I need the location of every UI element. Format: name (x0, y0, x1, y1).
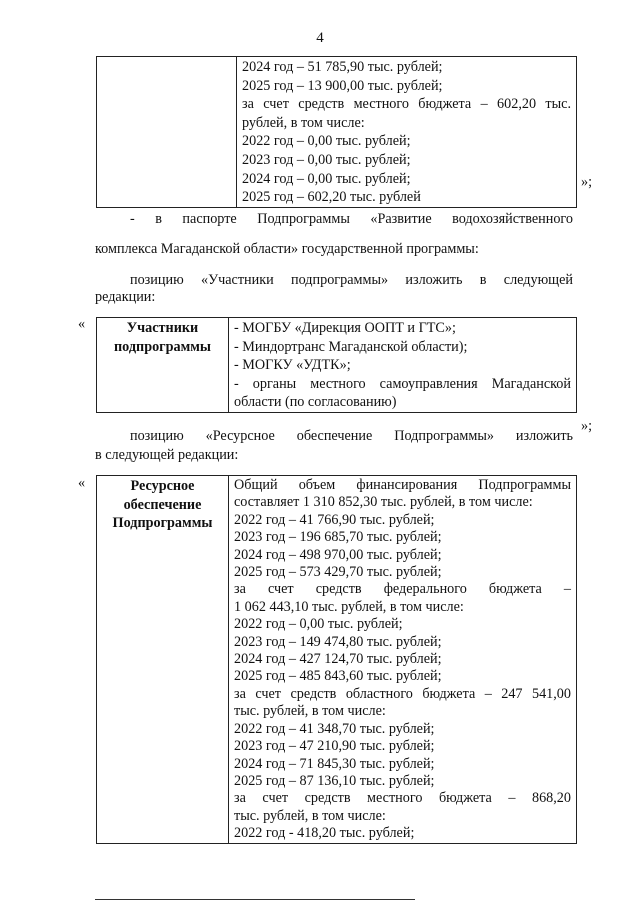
text-line: тыс. рублей, в том числе: (234, 703, 386, 720)
funding-continuation-cell (237, 57, 577, 208)
text-line: Общий объем финансирования Подпрограммы (234, 477, 571, 493)
text-line: за счет средств федерального бюджета – (234, 581, 571, 598)
text-line: за счет средств областного бюджета – 247 541,00 (234, 685, 571, 702)
text-line: 2024 год – 0,00 тыс. рублей; (242, 170, 411, 187)
heading-line: подпрограммы (113, 338, 212, 355)
text-line: 2023 год – 196 685,70 тыс. рублей; (234, 529, 442, 546)
text-line: тыс. рублей, в том числе: (234, 807, 386, 824)
empty-heading-cell (97, 57, 237, 208)
participants-table (96, 317, 577, 413)
text-line: 2025 год – 602,20 тыс. рублей (242, 189, 421, 206)
text-line: 2023 год – 0,00 тыс. рублей; (242, 151, 411, 168)
paragraph-line: редакции: (95, 289, 156, 305)
text-line: области (по согласованию) (234, 394, 397, 411)
text-line: 1 062 443,10 тыс. рублей, в том числе: (234, 598, 464, 615)
text-line: 2022 год – 0,00 тыс. рублей; (234, 616, 403, 633)
text-line: - Миндортранс Магаданской области); (234, 338, 468, 355)
text-line: 2024 год – 427 124,70 тыс. рублей; (234, 651, 442, 668)
open-quote: « (78, 316, 86, 332)
participants-cell (229, 318, 577, 413)
text-line: - органы местного самоуправления Магаданской (234, 375, 571, 392)
text-line: 2022 год - 418,20 тыс. рублей; (234, 825, 415, 842)
text-line: 2023 год – 149 474,80 тыс. рублей; (234, 633, 442, 650)
text-line: 2025 год – 485 843,60 тыс. рублей; (234, 668, 442, 685)
text-line: 2023 год – 47 210,90 тыс. рублей; (234, 738, 435, 755)
text-line: за счет средств местного бюджета – 868,20 (234, 790, 571, 807)
text-line: - МОГКУ «УДТК»; (234, 357, 351, 374)
paragraph-line: позицию «Ресурсное обеспечение Подпрограммы» изложить (130, 428, 573, 444)
text-line: 2025 год – 573 429,70 тыс. рублей; (234, 564, 442, 581)
text-line: 2024 год – 498 970,00 тыс. рублей; (234, 546, 442, 563)
bottom-rule (95, 899, 415, 900)
paragraph-line: позицию «Участники подпрограммы» изложить в следующей (130, 272, 573, 288)
paragraph-line: комплекса Магаданской области» государственной программы: (95, 241, 479, 257)
text-line: составляет 1 310 852,30 тыс. рублей, в том числе: (234, 494, 533, 511)
paragraph-line: - в паспорте Подпрограммы «Развитие водохозяйственного (130, 211, 573, 227)
heading-line: Участники (126, 320, 199, 336)
paragraph-line: в следующей редакции: (95, 447, 239, 463)
close-quote: »; (581, 174, 593, 190)
funding-continuation-table (96, 56, 577, 208)
text-line: 2025 год – 13 900,00 тыс. рублей; (242, 77, 443, 94)
text-line: за счет средств местного бюджета – 602,20 тыс. (242, 96, 571, 113)
text-line: 2022 год – 41 766,90 тыс. рублей; (234, 511, 435, 528)
text-line: 2024 год – 51 785,90 тыс. рублей; (242, 59, 443, 75)
open-quote: « (78, 475, 86, 491)
resource-heading-cell (97, 476, 229, 844)
text-line: 2022 год – 41 348,70 тыс. рублей; (234, 720, 435, 737)
participants-heading-cell (97, 318, 229, 413)
text-line: - МОГБУ «Дирекция ООПТ и ГТС»; (234, 320, 456, 336)
close-quote: »; (581, 418, 593, 434)
text-line: 2024 год – 71 845,30 тыс. рублей; (234, 755, 435, 772)
resource-cell (229, 476, 577, 844)
text-line: 2022 год – 0,00 тыс. рублей; (242, 133, 411, 150)
text-line: 2025 год – 87 136,10 тыс. рублей; (234, 772, 435, 789)
heading-line: Подпрограммы (112, 515, 213, 532)
page-number: 4 (316, 30, 324, 46)
heading-line: обеспечение (123, 496, 202, 513)
text-line: рублей, в том числе: (242, 114, 365, 131)
resource-table (96, 475, 577, 844)
heading-line: Ресурсное (130, 478, 195, 494)
